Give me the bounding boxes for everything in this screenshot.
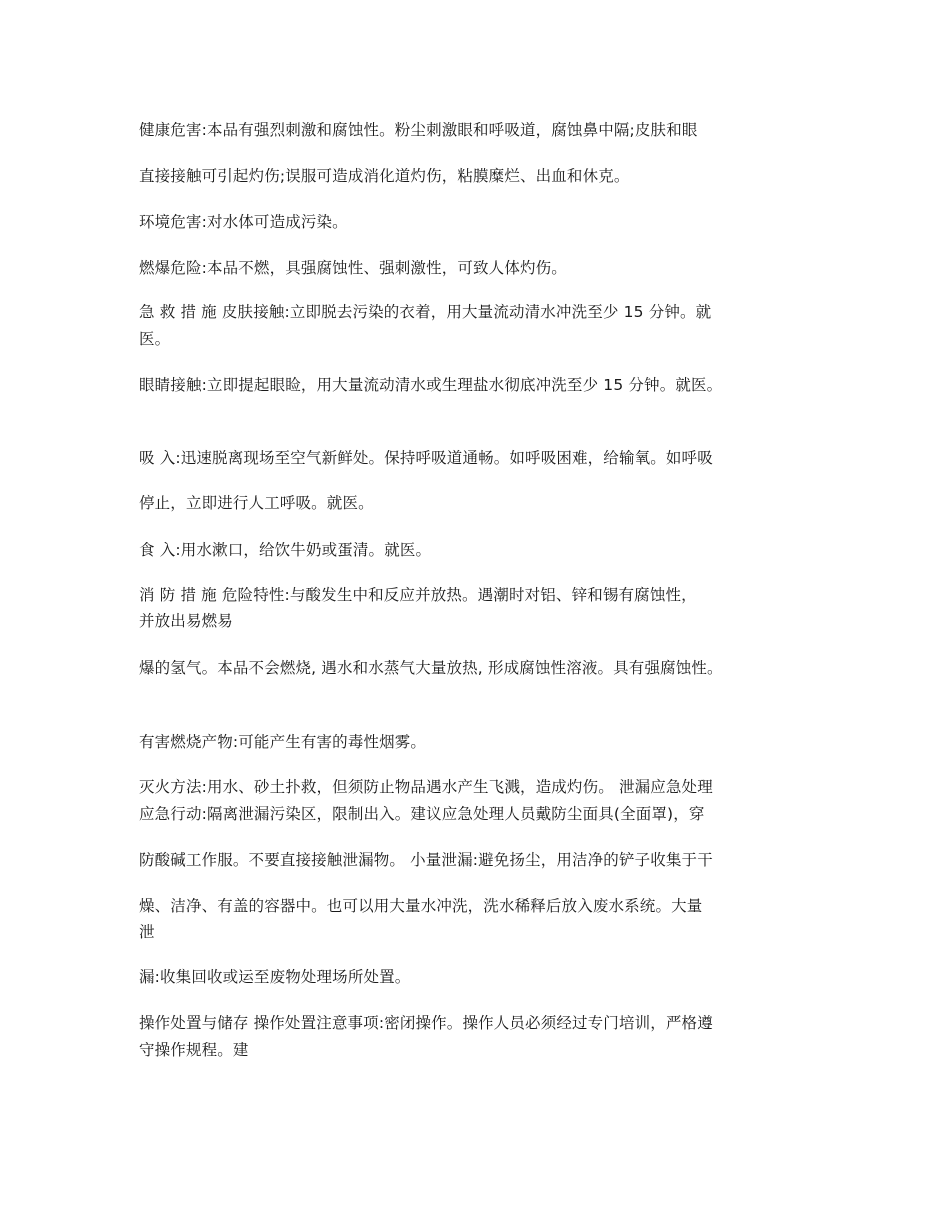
large-spill-line: 漏:收集回收或运至废物处理场所处置。 bbox=[139, 968, 411, 986]
extinguishing-method-line: 灭火方法:用水、砂土扑救，但须防止物品遇水产生飞溅，造成灼伤。 泄漏应急处理 bbox=[139, 778, 713, 796]
handling-storage-line-1: 操作处置与储存 操作处置注意事项:密闭操作。操作人员必须经过专门培训，严格遵 bbox=[139, 1014, 713, 1032]
emergency-action-line-4: 泄 bbox=[139, 923, 155, 941]
firefighting-hazard-line-3: 爆的氢气。本品不会燃烧, 遇水和水蒸气大量放热, 形成腐蚀性溶液。具有强腐蚀性。 bbox=[139, 659, 723, 677]
health-hazard-line-1: 健康危害:本品有强烈刺激和腐蚀性。粉尘刺激眼和呼吸道，腐蚀鼻中隔;皮肤和眼 bbox=[139, 121, 698, 139]
firefighting-hazard-line-1: 消 防 措 施 危险特性:与酸发生中和反应并放热。遇潮时对铝、锌和锡有腐蚀性， bbox=[139, 586, 697, 604]
first-aid-skin-contact-line-2: 医。 bbox=[139, 330, 171, 348]
emergency-action-line-2: 防酸碱工作服。不要直接接触泄漏物。 小量泄漏:避免扬尘，用洁净的铲子收集于干 bbox=[139, 851, 713, 869]
ingestion-line: 食 入:用水漱口，给饮牛奶或蛋清。就医。 bbox=[139, 541, 432, 559]
hazardous-combustion-products-line: 有害燃烧产物:可能产生有害的毒性烟雾。 bbox=[139, 733, 427, 751]
first-aid-skin-contact-line-1: 急 救 措 施 皮肤接触:立即脱去污染的衣着，用大量流动清水冲洗至少 15 分钟。就 bbox=[139, 303, 712, 321]
health-hazard-line-2: 直接接触可引起灼伤;误服可造成消化道灼伤，粘膜糜烂、出血和休克。 bbox=[139, 167, 630, 185]
emergency-action-line-1: 应急行动:隔离泄漏污染区，限制出入。建议应急处理人员戴防尘面具(全面罩)，穿 bbox=[139, 805, 705, 823]
emergency-action-line-3: 燥、洁净、有盖的容器中。也可以用大量水冲洗，洗水稀释后放入废水系统。大量 bbox=[139, 897, 703, 915]
fire-explosion-hazard-line: 燃爆危险:本品不燃，具强腐蚀性、强刺激性，可致人体灼伤。 bbox=[139, 259, 567, 277]
inhalation-line-1: 吸 入:迅速脱离现场至空气新鲜处。保持呼吸道通畅。如呼吸困难，给输氧。如呼吸 bbox=[139, 449, 713, 467]
environmental-hazard-line: 环境危害:对水体可造成污染。 bbox=[139, 213, 348, 231]
inhalation-line-2: 停止，立即进行人工呼吸。就医。 bbox=[139, 494, 374, 512]
firefighting-hazard-line-2: 并放出易燃易 bbox=[139, 612, 233, 630]
eye-contact-line: 眼睛接触:立即提起眼睑，用大量流动清水或生理盐水彻底冲洗至少 15 分钟。就医。 bbox=[139, 376, 723, 394]
handling-storage-line-2: 守操作规程。建 bbox=[139, 1041, 249, 1059]
